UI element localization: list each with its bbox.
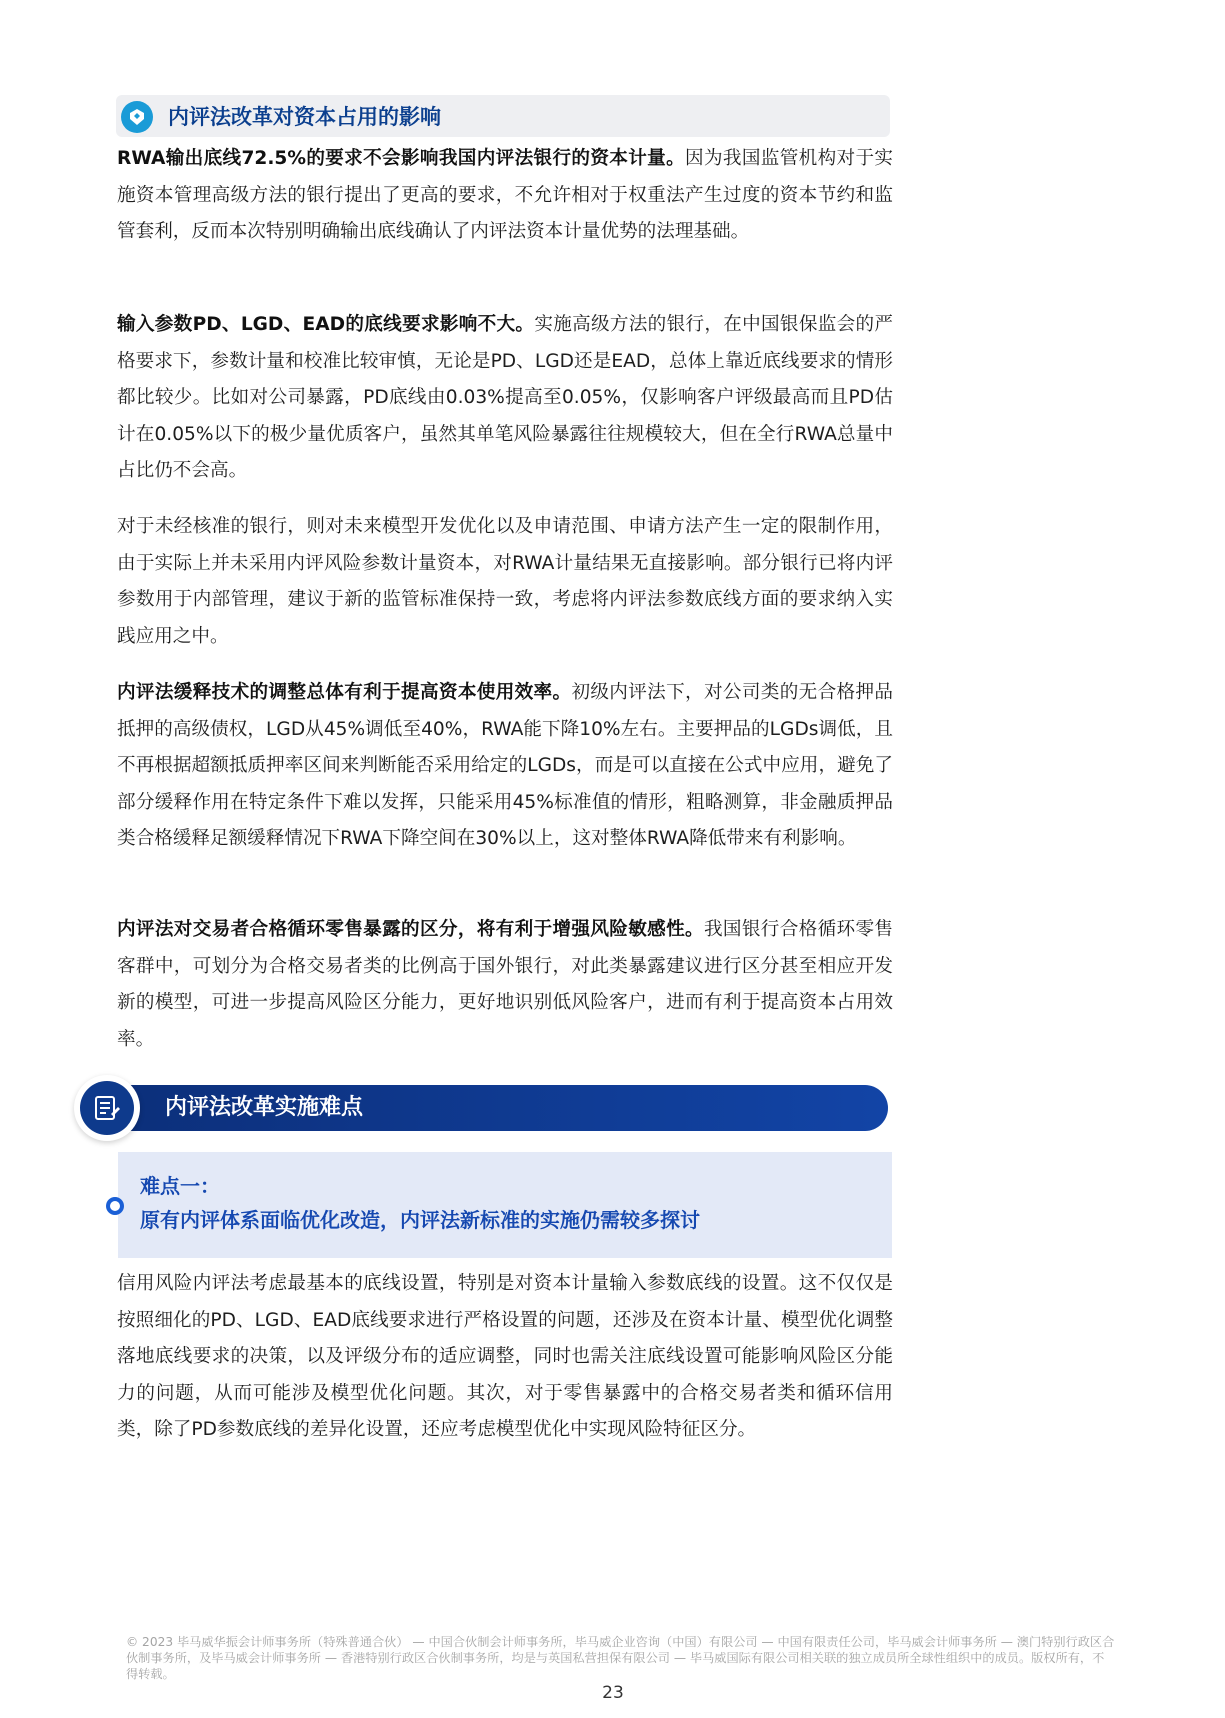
paragraph-lead: RWA输出底线72.5%的要求不会影响我国内评法银行的资本计量。 (117, 148, 686, 169)
paragraph-lead: 内评法缓释技术的调整总体有利于提高资本使用效率。 (117, 682, 572, 703)
paragraph-body: 初级内评法下，对公司类的无合格押品抵押的高级债权，LGD从45%调低至40%，RWA能下降10%左右。主要押品的LGDs调低，且不再根据超额抵质押率区间来判断能否采用给定的LGDs，而是可以直接在公式中应用，避免了部分缓释作用在特定条件下难以发挥，只能采用45%标准值的情形，粗略测算，非金融质押品类合格缓释足额缓释情况下RWA下降空间在30%以上，这对整体RWA降低带来有利影响。 (117, 682, 893, 849)
bullet-dot-icon (106, 1197, 124, 1215)
document-report-icon (80, 1081, 134, 1135)
footer-copyright: © 2023 毕马威华振会计师事务所（特殊普通合伙） — 中国合伙制会计师事务所，毕马威企业咨询（中国）有限公司 — 中国有限责任公司，毕马威会计师事务所 — 澳门特别行政区合伙制事务所，及毕马威会计师事务所 — 香港特别行政区合伙制事务所，均是与英国私营担保有限公司 — 毕马威国际有限公司相关联的独立成员所全球性组织中的成员。版权所有，不得转载。 (126, 1635, 1115, 1681)
paragraph-input-parameters (117, 307, 893, 490)
bookmark-shield-icon (121, 101, 153, 133)
paragraph-body: 对于未经核准的银行，则对未来模型开发优化以及申请范围、申请方法产生一定的限制作用，由于实际上并未采用内评风险参数计量资本，对RWA计量结果无直接影响。部分银行已将内评参数用于内部管理，建议于新的监管标准保持一致，考虑将内评法参数底线方面的要求纳入实践应用之中。 (117, 516, 893, 647)
paragraph-body: 信用风险内评法考虑最基本的底线设置，特别是对资本计量输入参数底线的设置。这不仅仅是按照细化的PD、LGD、EAD底线要求进行严格设置的问题，还涉及在资本计量、模型优化调整落地底线要求的决策，以及评级分布的适应调整，同时也需关注底线设置可能影响风险区分能力的问题，从而可能涉及模型优化问题。其次，对于零售暴露中的合格交易者类和循环信用类，除了PD参数底线的差异化设置，还应考虑模型优化中实现风险特征区分。 (117, 1273, 893, 1440)
paragraph-rwa-output-floor (117, 141, 893, 251)
paragraph-revolving-retail (117, 912, 893, 1058)
paragraph-unapproved-banks (117, 509, 893, 655)
paragraph-mitigation (117, 675, 893, 858)
paragraph-body: 我国银行合格循环零售客群中，可划分为合格交易者类的比例高于国外银行，对此类暴露建议进行区分甚至相应开发新的模型，可进一步提高风险区分能力，更好地识别低风险客户，进而有利于提高资本占用效率。 (117, 919, 893, 1050)
paragraph-lead: 输入参数PD、LGD、EAD的底线要求影响不大。 (117, 314, 535, 335)
paragraph-lead: 内评法对交易者合格循环零售暴露的区分，将有利于增强风险敏感性。 (117, 919, 704, 940)
paragraph-body: 因为我国监管机构对于实施资本管理高级方法的银行提出了更高的要求，不允许相对于权重法产生过度的资本节约和监管套利，反而本次特别明确输出底线确认了内评法资本计量优势的法理基础。 (117, 148, 893, 242)
difficulty-label: 难点一： (140, 1174, 220, 1198)
section-title: 内评法改革实施难点 (165, 1095, 364, 1120)
difficulty-title: 原有内评体系面临优化改造，内评法新标准的实施仍需较多探讨 (140, 1208, 700, 1232)
paragraph-body: 实施高级方法的银行，在中国银保监会的严格要求下，参数计量和校准比较审慎，无论是PD、LGD还是EAD，总体上靠近底线要求的情形都比较少。比如对公司暴露，PD底线由0.03%提高至0.05%，仅影响客户评级最高而且PD估计在0.05%以下的极少量优质客户，虽然其单笔风险暴露往往规模较大，但在全行RWA总量中占比仍不会高。 (117, 314, 893, 481)
paragraph-difficulty-detail (117, 1266, 893, 1449)
section-title: 内评法改革对资本占用的影响 (168, 105, 441, 129)
page-number: 23 (602, 1683, 624, 1703)
